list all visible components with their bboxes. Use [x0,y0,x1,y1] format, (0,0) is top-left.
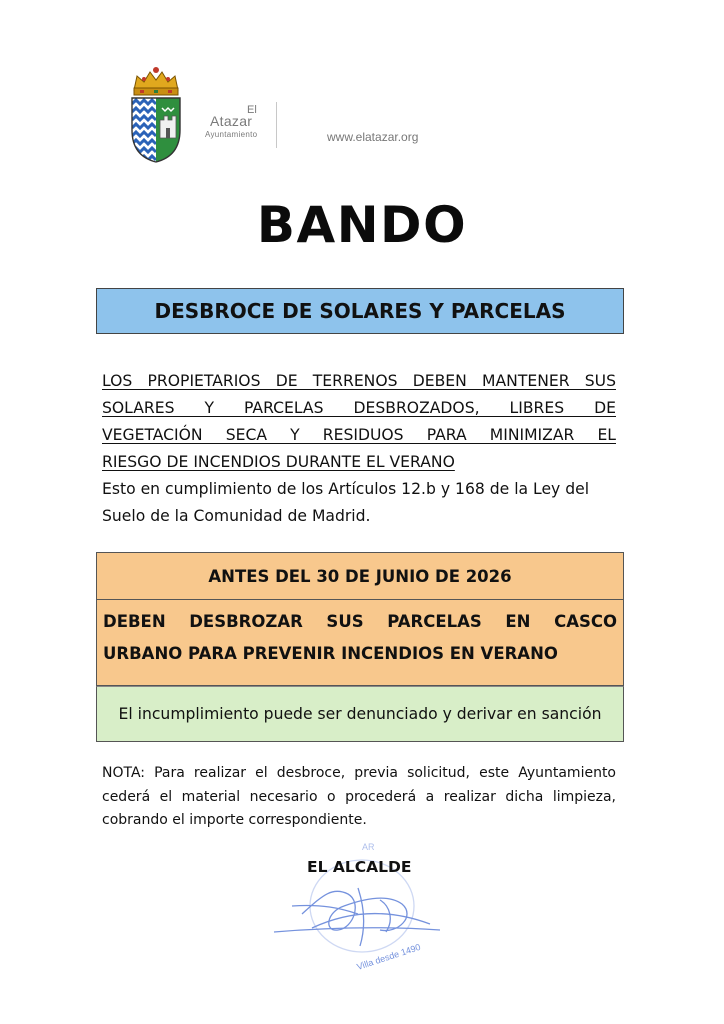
brand-name: Atazar [210,113,253,129]
main-notice [102,368,616,476]
warning-box [96,686,624,742]
website-url: www.elatazar.org [327,130,419,144]
legal-reference: Esto en cumplimiento de los Artículos 12.b y 168 de la Ley del Suelo de la Comunidad de Madrid. [102,480,590,525]
notice-line: LOS PROPIETARIOS DE TERRENOS DEBEN MANTENER SUS [102,372,616,390]
action-line: DEBEN DESBROZAR SUS PARCELAS EN CASCO [103,612,617,631]
coat-of-arms-icon [128,64,184,164]
document-title: BANDO [256,196,468,254]
deadline-text: ANTES DEL 30 DE JUNIO DE 2026 [208,566,512,586]
svg-text:Villa desde 1490: Villa desde 1490 [355,941,422,972]
subject-text: DESBROCE DE SOLARES Y PARCELAS [154,299,566,323]
official-seal-signature [262,836,452,976]
svg-text:AR: AR [362,842,375,852]
action-box [96,600,624,686]
notice-line: RIESGO DE INCENDIOS DURANTE EL VERANO [102,453,455,471]
header-divider [276,102,277,148]
brand-subtitle: Ayuntamiento [205,130,258,139]
action-line: URBANO PARA PREVENIR INCENDIOS EN VERANO [103,644,558,663]
note-paragraph: NOTA: Para realizar el desbroce, previa solicitud, este Ayuntamiento cederá el material necesario o procederá a realizar dicha limpieza, cobrando el importe correspondiente. [102,765,616,828]
signer-title: EL ALCALDE [307,858,412,876]
crown-icon [134,67,178,95]
brand-el: El [247,104,257,116]
notice-line: SOLARES Y PARCELAS DESBROZADOS, LIBRES DE [102,399,616,417]
notice-line: VEGETACIÓN SECA Y RESIDUOS PARA MINIMIZAR EL [102,426,616,444]
deadline-box [96,552,624,600]
subject-banner [96,288,624,334]
warning-text: El incumplimiento puede ser denunciado y derivar en sanción [118,705,602,723]
